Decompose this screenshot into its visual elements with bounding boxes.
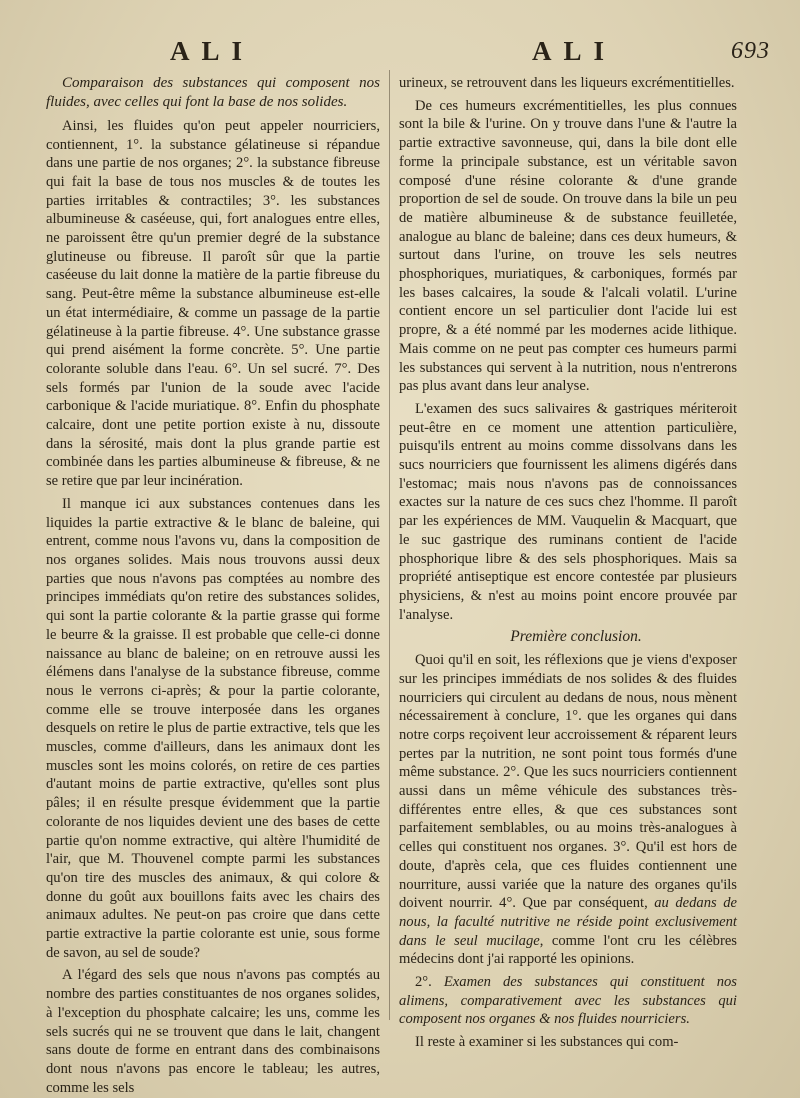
conclusion-text-2: , comme l'ont cru les célèbres médecins dont j'ai rapporté les opinions. bbox=[399, 932, 737, 968]
page-number: 693 bbox=[731, 38, 770, 64]
conclusion-paragraph bbox=[399, 651, 737, 969]
paragraph-continuation: urineux, se retrouvent dans les liqueurs excrémentitielles. bbox=[399, 75, 735, 91]
subsection-heading bbox=[399, 973, 737, 1029]
paragraph: De ces humeurs excrémentitielles, les plus connues sont la bile & l'urine. On y trouve dans l'une & l'autre la partie extractive savonneuse, qui, dans la bile dont elle forme la principale substance, est un véritable savon composé d'une résine colorante & d'une grande proportion de sel de soude. On trouve dans la bile un peu de matière albumineuse & de substance feuilletée, analogue au blanc de baleine; dans ces deux humeurs, & surtout dans l'urine, on trouve les sels neutres phosphoriques, muriatiques, & carboniques, formés par les bases calcaires, la soude & l'alcali volatil. L'urine contient encore un sel particulier dont l'acide lui est propre, & a été nommé par les modernes acide lithique. Mais comme on ne peut pas compter ces humeurs parmi les substances qui servent à la nutrition, nous n'entrerons pas plus avant dans leur analyse. bbox=[399, 97, 737, 395]
conclusion-italic-text: au dedans de nous, la faculté nutritive ne réside point exclusivement dans le seul mucilage bbox=[399, 895, 737, 949]
conclusion-heading: Première conclusion. bbox=[510, 628, 642, 646]
paragraph-last-line: Il reste à examiner si les substances qui com- bbox=[415, 1034, 679, 1051]
left-column bbox=[46, 74, 380, 1098]
running-head-right: ALI bbox=[532, 36, 617, 66]
subsection-title: Examen des substances qui constituent nos alimens, comparativement avec les substances qui composent nos organes & nos fluides nourriciers. bbox=[399, 974, 737, 1028]
subsection-number: 2°. bbox=[415, 974, 432, 991]
paragraph: Il manque ici aux substances contenues dans les liquides la partie extractive & le blanc de baleine, qui entrent, comme nous l'avons vu, dans la composition de nos organes solides. Mais nous trouvons aussi deux parties que nous n'avons pas comptées au nombre des principes immédiats qu'on retire des substances solides, qui sont la partie colorante & la partie grasse qui forme le beurre & la graisse. Il est probable que celle-ci donne naissance au blanc de baleine; on en retrouve aussi les élémens dans l'analyse de la substance fibreuse, comme nous le verrons ci-après; & pour la partie colorante, comme elle se trouve interposée dans les organes desquels on retire le plus de partie extractive, tels que les muscles, comme d'ailleurs, dans les animaux dont les muscles sont les moins colorés, on retire de ces parties d'autant moins de partie extractive, qu'elles sont plus pâles; il en résulte presque évidemment que la partie colorante de nos liquides devient une des bases de cette partie qu'on nomme extractive, qui altère l'humidité de l'air, que M. Thouvenel compte parmi les substances qu'on tire des muscles des animaux, & qui colore & donne du goût aux bouillons faits avec les chairs des animaux adultes. Ne peut-on pas croire que dans cette partie extractive la partie colorante est unie, sous forme de savon, au sel de soude? bbox=[46, 495, 380, 961]
paragraph: A l'égard des sels que nous n'avons pas comptés au nombre des parties constituantes de nos organes solides, à l'exception du phosphate calcaire; les uns, comme les sels sucrés qui ne se trouvent que dans le lait, changent sans doute de forme en entrant dans des combinaisons dont nous n'avons pas encore le tableau; les autres, comme les sels bbox=[46, 967, 380, 1096]
running-head-left: ALI bbox=[170, 36, 255, 66]
column-divider bbox=[389, 70, 390, 1020]
section-heading: Comparaison des substances qui composent nos fluides, avec celles qui font la base de nos solides. bbox=[46, 75, 380, 111]
paragraph: L'examen des sucs salivaires & gastriques mériteroit peut-être en ce moment une attention particulière, puisqu'ils entrent au moins comme dissolvans dans les sucs nourriciers que fournissent les alimens digérés dans l'estomac; mais nous n'avons pas de connoissances exactes sur la nature de ces sucs chez l'homme. Il paroît par les expériences de MM. Vauquelin & Macquart, que le suc gastrique des ruminans contient de l'acide phosphorique libre & des sels phosphoriques. Mais sa propriété antiseptique est encore contestée par plusieurs physiciens, & n'est au moins point encore prouvée par l'analyse. bbox=[399, 400, 737, 623]
conclusion-text-1: Quoi qu'il en soit, les réflexions que je viens d'exposer sur les principes immédiats de nos solides & des fluides nourriciers qui circulent au dedans de nous, nous mènent nécessairement à conclure, 1°. que les organes qui dans notre corps reçoivent leur accroissement & réparent leurs pertes par la nutrition, ne sont point tous formés d'une même substance. 2°. Que les sucs nourriciers contiennent aussi dans un même véhicule des substances très-différentes entre elles, & que ces substances sont parfaitement semblables, ou au moins très-analogues à celles qui constituent nos organes. 3°. Qu'il est hors de doute, d'après cela, que ces fluides contiennent une nourriture, aussi variée que la nature des organes qu'ils doivent nourrir. 4°. Que par conséquent, bbox=[399, 652, 737, 912]
right-column bbox=[399, 74, 737, 1056]
paragraph: Ainsi, les fluides qu'on peut appeler nourriciers, contiennent, 1°. la substance gélatineuse si répandue dans une partie de nos organes; 2°. la substance fibreuse qui fait la base de tous nos muscles & de toutes les parties irritables & contractiles; 3°. les substances albumineuse & caséeuse, qui, fort analogues entre elles, ne paroissent être qu'un premier degré de la substance glutineuse ou fibreuse. Il paroît sûr que la partie caséeuse du lait donne la matière de la partie fibreuse du sang. Peut-être même la substance albumineuse est-elle un état intermédiaire, & comme un passage de la partie gélatineuse à la partie fibreuse. 4°. Une substance grasse qui prend aisément la forme concrète. 5°. Une partie colorante soluble dans l'eau. 6°. Un sel sucré. 7°. Des sels formés par l'union de la soude avec l'acide carbonique & l'acide muriatique. 8°. Enfin du phosphate calcaire, dont une petite portion existe à nu, dissoute dans la sérosité, mais dont la plus grande partie est combinée dans les parties albumineuse & fibreuse, & ne se retire que par leur incinération. bbox=[46, 117, 380, 490]
